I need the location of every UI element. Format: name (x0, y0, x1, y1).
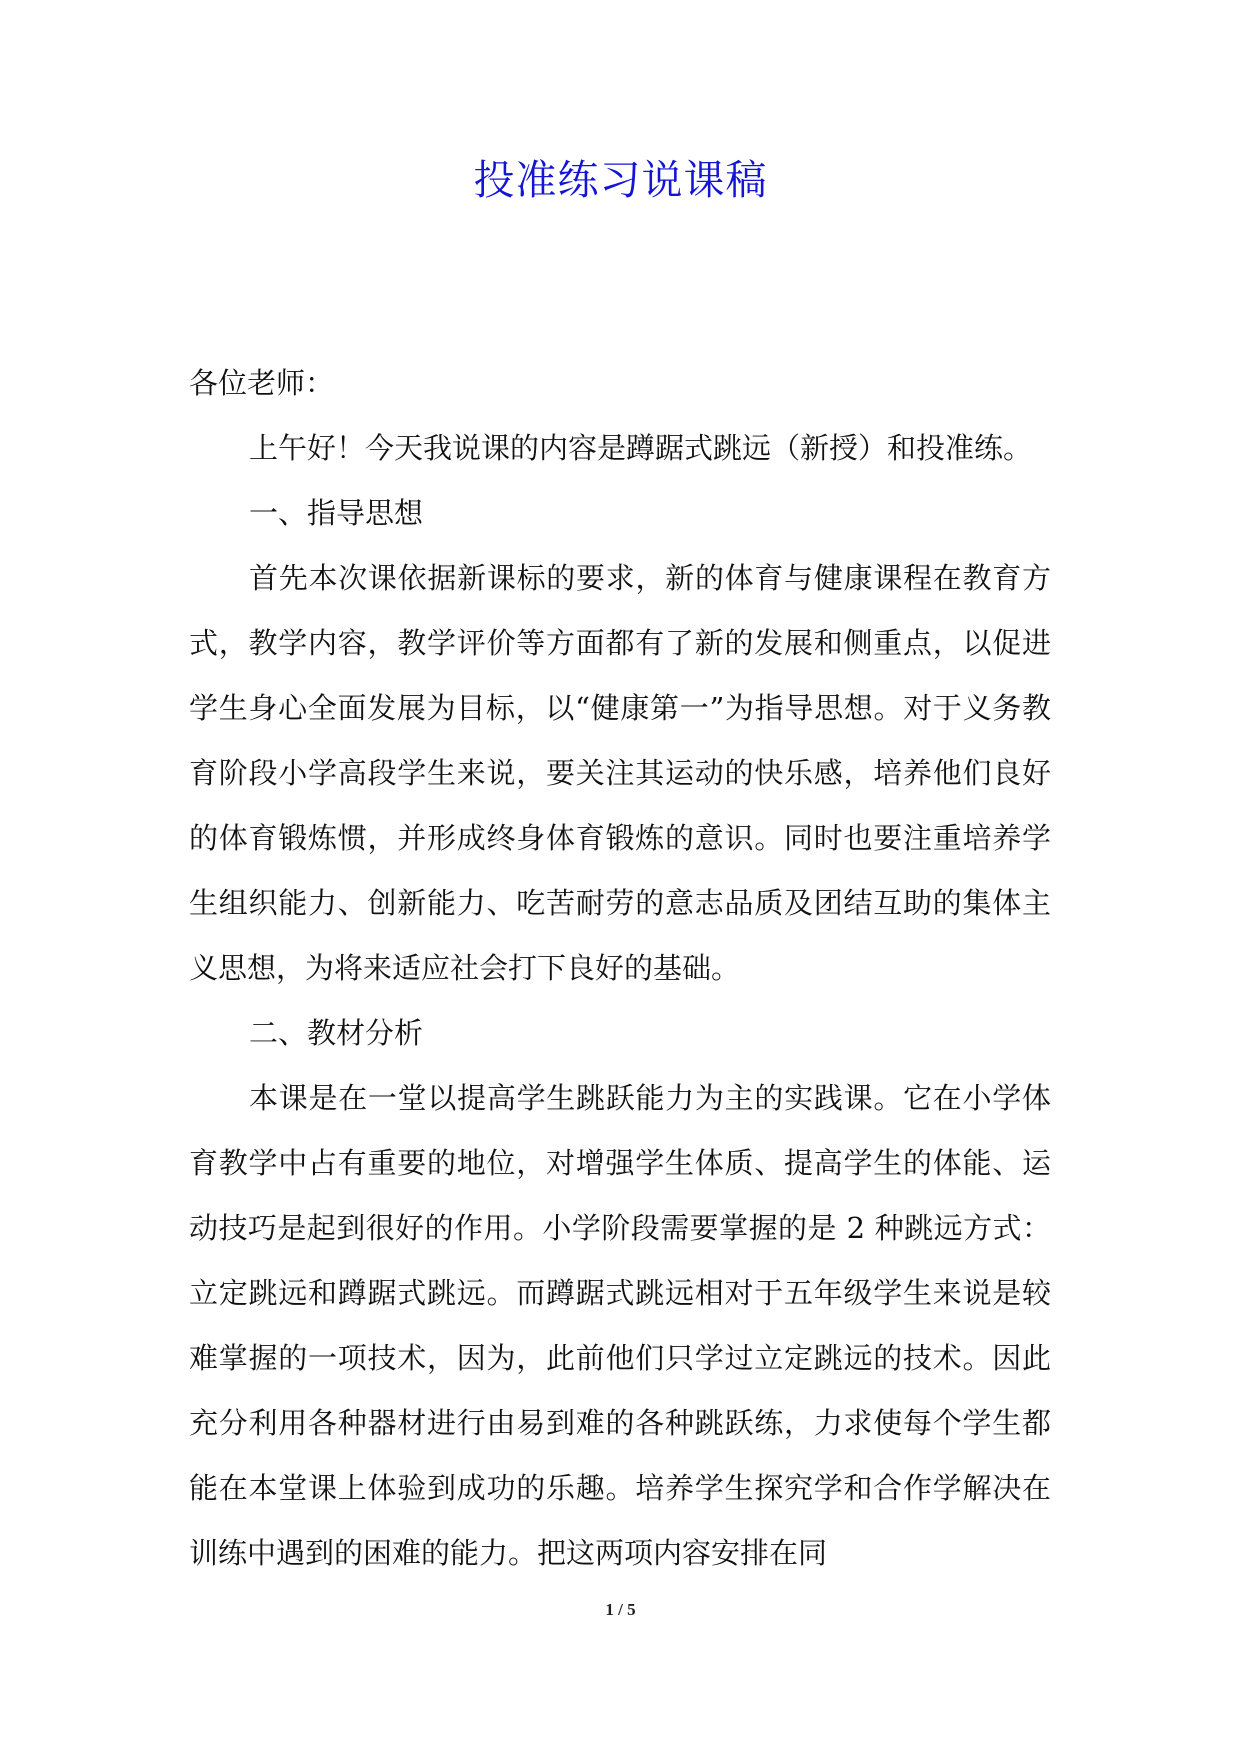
section-heading-guiding-ideology: 一、指导思想 (249, 496, 424, 530)
section-heading-textbook-analysis: 二、教材分析 (249, 1016, 424, 1050)
paragraph-intro: 上午好！今天我说课的内容是蹲踞式跳远（新授）和投准练。 (249, 431, 1033, 465)
paragraph-textbook-analysis: 本课是在一堂以提高学生跳跃能力为主的实践课。它在小学体育教学中占有重要的地位，对增强学生体质、提高学生的体能、运动技巧是起到很好的作用。小学阶段需要掌握的是 2 种跳远方式：立定跳远和蹲踞式跳远。而蹲踞式跳远相对于五年级学生来说是较难掌握的一项技术，因为，此前他们只学过立定跳远的技术。因此充分利用各种器材进行由易到难的各种跳跃练，力求使每个学生都能在本堂课上体验到成功的乐趣。培养学生探究学和合作学解决在训练中遇到的困难的能力。把这两项内容安排在同 (189, 1081, 1051, 1570)
paragraph-guiding-ideology: 首先本次课依据新课标的要求，新的体育与健康课程在教育方式，教学内容，教学评价等方面都有了新的发展和侧重点，以促进学生身心全面发展为目标，以“健康第一”为指导思想。对于义务教育阶段小学高段学生来说，要关注其运动的快乐感，培养他们良好的体育锻炼惯，并形成终身体育锻炼的意识。同时也要注重培养学生组织能力、创新能力、吃苦耐劳的意志品质及团结互助的集体主义思想，为将来适应社会打下良好的基础。 (189, 561, 1051, 985)
greeting: 各位老师： (189, 366, 335, 400)
document-title: 投准练习说课稿 (473, 156, 768, 204)
document-body (189, 351, 1051, 1586)
page-number: 1 / 5 (605, 1600, 636, 1619)
